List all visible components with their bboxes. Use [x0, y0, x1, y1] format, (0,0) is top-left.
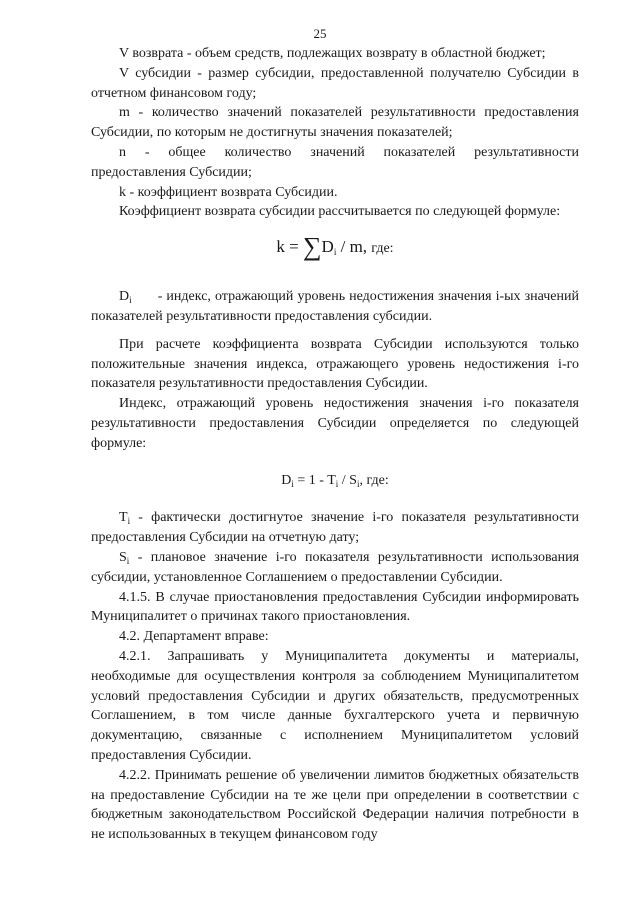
formula-k-sub: i: [333, 247, 337, 258]
paragraph-4-1-5: 4.1.5. В случае приостановления предоставления Субсидии информировать Муниципалитет о причинах такого приостановления.: [91, 589, 579, 625]
si-symbol: S: [119, 549, 127, 565]
si-text: - плановое значение i-го показателя результативности использования субсидии, установленное Соглашением о предоставлении Субсидии.: [91, 549, 580, 585]
ti-symbol: T: [119, 510, 128, 526]
definition-si: [91, 548, 579, 588]
formula-d-slash: / S: [341, 472, 357, 488]
formula-d-s-sub: i: [356, 478, 360, 489]
formula-k: [91, 222, 579, 287]
paragraph-v-subsidii: V субсидии - размер субсидии, предоставленной получателю Субсидии в отчетном финансовом году;: [91, 65, 579, 101]
si-sub: i: [126, 555, 130, 566]
paragraph-4-2-2: 4.2.2. Принимать решение об увеличении лимитов бюджетных обязательств на предоставление Субсидии на те же цели при определении в соответствии с бюджетным законодательством Российской Федерации наличия потребности в не использованных в текущем финансовом году: [91, 767, 579, 843]
paragraph-m: m - количество значений показателей результативности предоставления Субсидии, по которым не достигнуты значения показателей;: [91, 105, 579, 141]
formula-d-d: D: [281, 472, 292, 488]
paragraph-n: n - общее количество значений показателей результативности предоставления Субсидии;: [91, 144, 579, 180]
formula-k-var: D: [321, 237, 334, 257]
formula-d-d-sub: i: [291, 478, 294, 489]
di-text: - индекс, отражающий уровень недостижения значения i-ых значений показателей результативности предоставления субсидии.: [91, 289, 579, 324]
sigma-symbol: ∑: [303, 232, 322, 262]
paragraph-4-2-1: 4.2.1. Запрашивать у Муниципалитета документы и материалы, необходимые для осуществления контроля за соблюдением Муниципалитетом условий предоставления Субсидии и других обязательств, предусмотренных Соглашением, в том числе данные бухгалтерского учета и первичную документацию, связанные с исполнением Муниципалитетом условий предоставления Субсидии.: [91, 648, 579, 763]
definition-ti: [91, 508, 579, 548]
ti-sub: i: [127, 516, 131, 527]
definition-di: [91, 287, 579, 327]
formula-d-mid: = 1 - T: [297, 472, 336, 488]
formula-d-t-sub: i: [335, 478, 339, 489]
formula-d-where: , где:: [359, 472, 389, 488]
di-symbol: D: [119, 289, 130, 305]
paragraph-index-intro: Индекс, отражающий уровень недостижения значения i-го показателя результативности предоставления Субсидии определяется по следующей формуле:: [91, 396, 579, 451]
formula-k-right: / m,: [340, 237, 368, 257]
page-number: 25: [313, 26, 327, 41]
paragraph-k: k - коэффициент возврата Субсидии.: [119, 184, 338, 200]
formula-k-left: k =: [276, 237, 299, 257]
paragraph-coef-intro: Коэффициент возврата субсидии рассчитывается по следующей формуле:: [119, 204, 561, 220]
paragraph-v-vozvrata: V возврата - объем средств, подлежащих возврату в областной бюджет;: [119, 46, 546, 61]
formula-d: [91, 454, 579, 509]
di-sub: i: [129, 295, 132, 306]
paragraph-positive-values: При расчете коэффициента возврата Субсидии используются только положительные значения индекса, отражающего уровень недостижения i-го показателя результативности предоставления Субсидии.: [91, 336, 579, 392]
paragraph-4-2: 4.2. Департамент вправе:: [119, 629, 269, 645]
formula-k-where: где:: [371, 241, 394, 257]
document-body: [91, 44, 579, 845]
ti-text: - фактически достигнутое значение i-го показателя результативности предоставления Субсидии на отчетную дату;: [91, 510, 580, 546]
